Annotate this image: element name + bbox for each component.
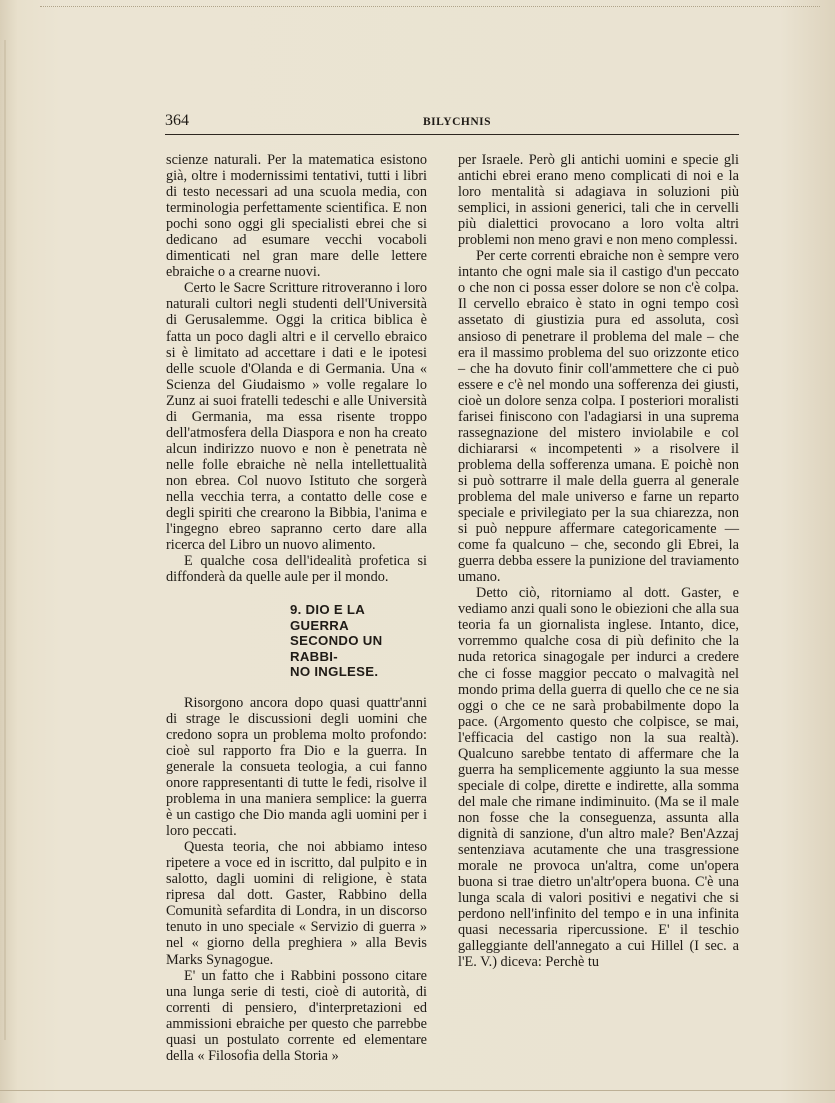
- header-rule: [165, 134, 739, 135]
- left-column: [166, 152, 427, 1064]
- binding-edge: [4, 40, 6, 1040]
- paragraph: Risorgono ancora dopo quasi quattr'anni di strage le discussioni degli uomini che credono sopra un problema molto profondo: cioè sul rapporto fra Dio e la guerra. In generale la consueta teologia, a cui fanno onore rappresentanti di tutte le fedi, risolve il problema in una maniera semplice: la guerra è un castigo che Dio manda agli uomini per i loro peccati.: [166, 694, 427, 840]
- top-edge-line: [40, 6, 820, 7]
- section-heading-line: 9. DIO E LA GUERRA: [290, 602, 365, 633]
- section-heading: [290, 602, 427, 680]
- page-header: [165, 112, 739, 134]
- paragraph: Certo le Sacre Scritture ritroveranno i loro naturali cultori negli studenti dell'Università di Gerusalemme. Oggi la critica biblica è fatta un poco dagli altri e il cervello ebraico si è limitato ad accettare i dati e le ipotesi delle scuole d'Olanda e di Germania. Una « Scienza del Giudaismo » volle regalare lo Zunz ai suoi fratelli tedeschi e alle Università di Germania, ma essa risente troppo dell'atmosfera della Diaspora e non ha creato alcun indirizzo nuovo e non è penetrata nè nelle folle ebraiche nè nella intellettualità non ebrea. Col nuovo Istituto che sorgerà nella vecchia terra, a contatto delle cose e degli spiriti che crearono la Bibbia, l'anima e l'ingegno ebreo sapranno certo dare alla ricerca del Libro un nuovo alimento.: [166, 280, 427, 554]
- paragraph: Per certe correnti ebraiche non è sempre vero intanto che ogni male sia il castigo d'un peccato o che non ci possa esser dolore se non c'è colpa. Il cervello ebraico è stato in ogni tempo così assetato di giustizia pura ed assoluta, così ansioso di penetrare il problema del male – che era il massimo problema del suo orizzonte etico – che ha dovuto finir coll'ammettere che ci può essere e c'è nel mondo una sofferenza dei giusti, cioè un dolore senza colpa. I posteriori moralisti farisei finiscono con l'adagiarsi in una suprema rassegnazione del mistero inviolabile e col dichiararsi « incompetenti » a risolvere il problema della sofferenza umana. E poichè non si può sottrarre il male della guerra al generale problema del male universo e farne un reparto speciale e privilegiato per la sua chiarezza, non si può neppure affermare categoricamente — come fa qualcuno – che, secondo gli Ebrei, la guerra debba essere la punizione del traviamento umano.: [458, 248, 739, 586]
- section-heading-line: SECONDO UN RABBI-: [290, 633, 383, 664]
- paragraph: per Israele. Però gli antichi uomini e specie gli antichi ebrei erano meno complicati di noi e la loro mentalità si adagiava in soluzioni più semplici, in assioni generici, tali che in cervelli più dialettici provocano a loro volta altri problemi non meno gravi e non meno complessi.: [458, 152, 739, 249]
- paragraph: E' un fatto che i Rabbini possono citare una lunga serie di testi, cioè di autorità, di correnti di pensiero, d'interpretazioni ed ammissioni ebraiche per questo che parrebbe quasi un postulato corrente ed elementare della « Filosofia della Storia »: [166, 967, 427, 1064]
- paragraph: scienze naturali. Per la matematica esistono già, oltre i modernissimi tentativi, tutti i libri di testo necessari ad una scuola media, con terminologia perfettamente scientifica. E non pochi sono oggi gli specialisti ebrei che si dedicano ad esumare vecchi vocaboli dimenticati nel gran mare delle lettere ebraiche o a crearne nuovi.: [166, 152, 427, 281]
- running-head: BILYCHNIS: [423, 116, 491, 128]
- paragraph: Detto ciò, ritorniamo al dott. Gaster, e vediamo anzi quali sono le obiezioni che alla sua teoria fa un giornalista inglese. Intanto, dice, vorremmo qualche cosa di più definito che la nuda retorica sinagogale per indurci a credere che ci fosse maggior peccato o malvagità nel mondo prima della guerra di quello che ce ne sia oggi o che ce ne sarà probabilmente dopo la pace. (Argomento questo che colpisce, se mai, l'efficacia del castigo non la sua realtà). Qualcuno sarebbe tentato di affermare che la guerra ha semplicemente aggiunto la sua messe speciale di colpe, dirette e indirette, alla somma del male che rimane indiminuito. (Ma se il male non fosse che la conseguenza, assunta alla dignità di sanzione, d'un altro male? Ben'Azzaj sentenziava acutamente che una trasgressione morale ne provoca un'altra, come un'opera buona si trae dietro un'altr'opera buona. C'è una lunga scala di valori positivi e negativi che si perdono nell'infinito del tempo e in una infinita quasi necessaria ripercussione. E' il teschio galleggiante dell'annegato a cui Hillel (I sec. a l'E. V.) diceva: Perchè tu: [458, 585, 739, 971]
- right-column: [458, 152, 739, 970]
- page-number: 364: [165, 112, 189, 129]
- paragraph: E qualche cosa dell'idealità profetica si diffonderà da quelle aule per il mondo.: [166, 553, 427, 586]
- bottom-edge-line: [0, 1090, 835, 1091]
- section-heading-line: NO INGLESE.: [290, 664, 379, 680]
- paragraph: Questa teoria, che noi abbiamo inteso ripetere a voce ed in iscritto, dal pulpito e in salotto, dagli uomini di religione, è stata ripresa dal dott. Gaster, Rabbino della Comunità sefardita di Londra, in un discorso tenuto in uno speciale « Servizio di guerra » nel « giorno della preghiera » alla Bevis Marks Synagogue.: [166, 839, 427, 968]
